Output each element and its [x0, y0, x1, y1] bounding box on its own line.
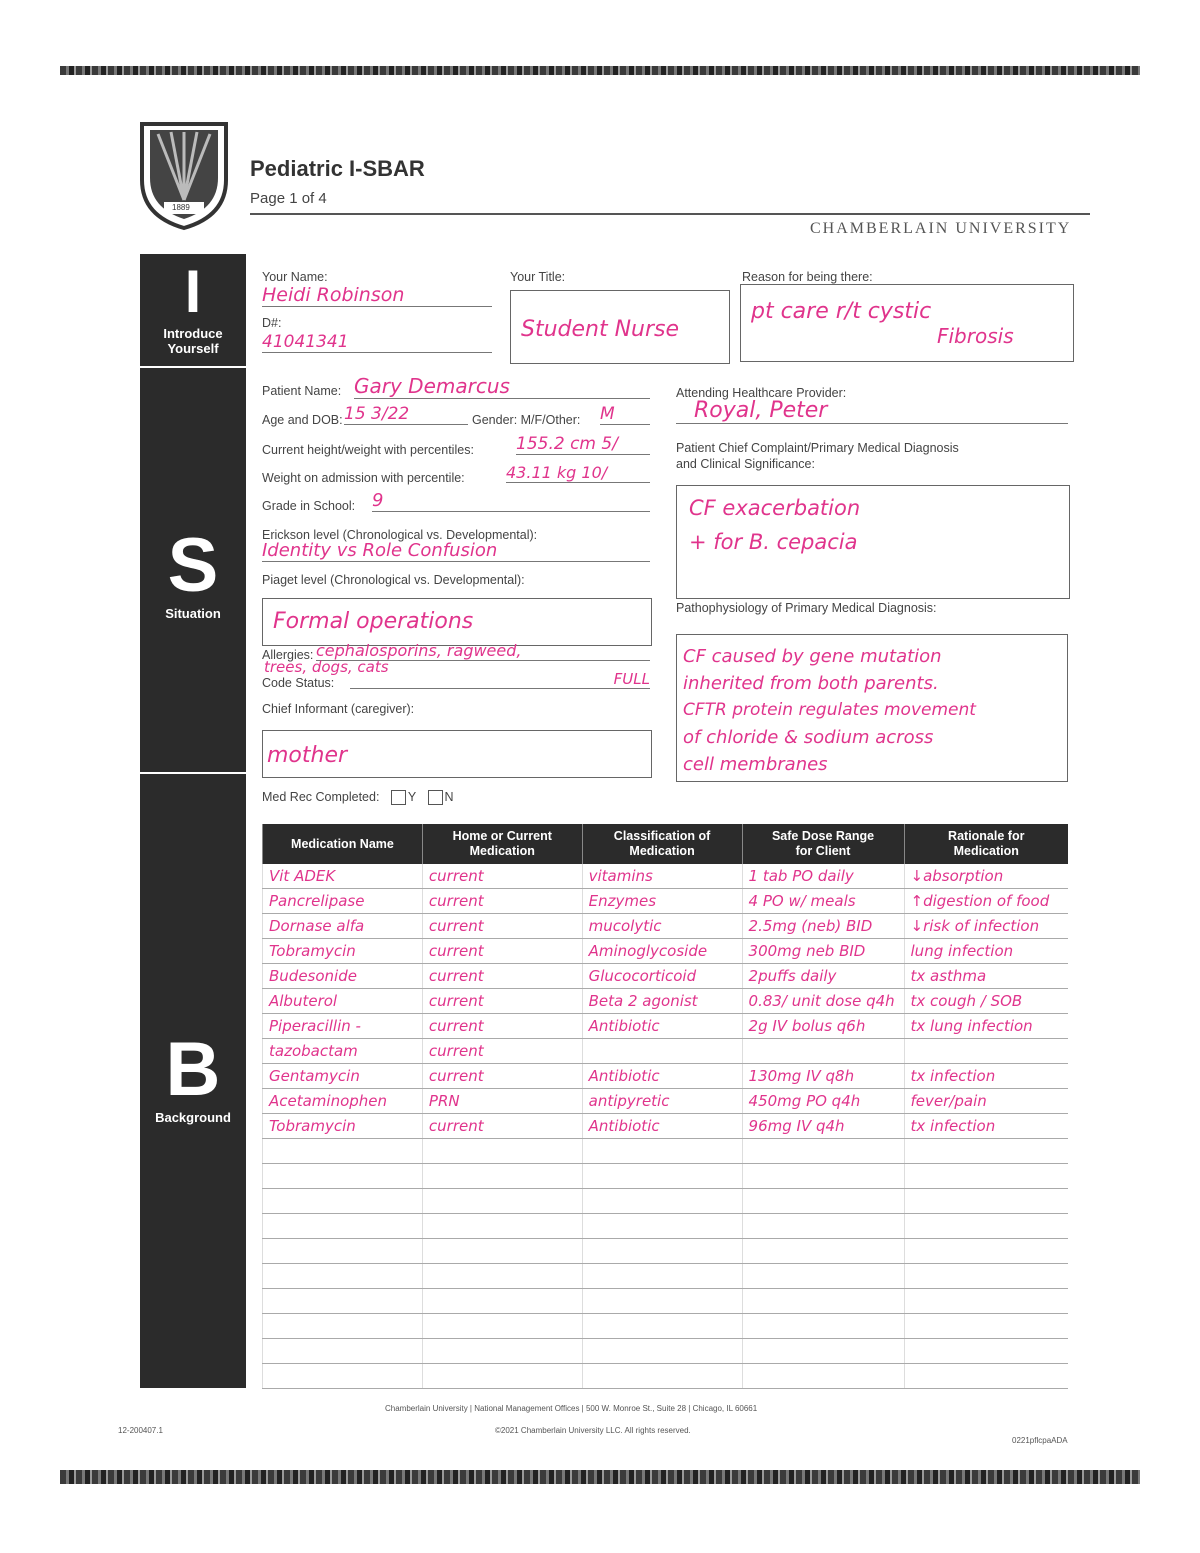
code-status-label: Code Status:	[262, 676, 335, 690]
column-header	[742, 824, 904, 864]
grade-field[interactable]: 9	[372, 490, 650, 512]
patho-line: of chloride & sodium across	[683, 727, 934, 748]
table-row	[263, 1164, 1069, 1189]
section-caption-background: Background	[155, 1110, 231, 1125]
column-header	[422, 824, 582, 864]
patho-line: inherited from both parents.	[683, 673, 939, 694]
footer-left-code: 12-200407.1	[118, 1426, 163, 1435]
table-cell[interactable]: Aminoglycoside	[582, 939, 742, 964]
allergies-label: Allergies:	[262, 648, 314, 662]
table-cell[interactable]	[742, 1214, 904, 1239]
table-cell[interactable]: Enzymes	[582, 889, 742, 914]
column-header-line2: Medication	[469, 844, 535, 858]
table-cell[interactable]: vitamins	[582, 864, 742, 889]
footer-right-code: 0221pflcpaADA	[1012, 1436, 1068, 1445]
complaint-label: Patient Chief Complaint/Primary Medical Diagnosis	[676, 441, 959, 455]
table-row	[263, 1039, 1069, 1064]
table-row	[263, 939, 1069, 964]
column-header-line1: Medication Name	[291, 836, 394, 851]
table-cell[interactable]	[263, 1339, 423, 1364]
table-cell[interactable]	[582, 1264, 742, 1289]
table-cell[interactable]	[904, 1364, 1068, 1389]
section-letter-b: B	[165, 1027, 221, 1112]
section-caption-yourself: Yourself	[167, 341, 219, 356]
your-name-field[interactable]: Heidi Robinson	[262, 284, 492, 307]
admission-weight-label: Weight on admission with percentile:	[262, 471, 465, 485]
table-cell[interactable]	[582, 1239, 742, 1264]
table-cell[interactable]: Vit ADEK	[263, 864, 423, 889]
table-cell[interactable]	[422, 1289, 582, 1314]
table-cell[interactable]: Gentamycin	[263, 1064, 423, 1089]
complaint-value-line2: + for B. cepacia	[689, 530, 858, 554]
table-cell[interactable]	[263, 1189, 423, 1214]
attending-field[interactable]: Royal, Peter	[676, 398, 1068, 424]
age-dob-label: Age and DOB:	[262, 413, 343, 427]
table-cell[interactable]: current	[422, 914, 582, 939]
table-cell[interactable]	[904, 1214, 1068, 1239]
table-row	[263, 1289, 1069, 1314]
sidebar-introduce	[140, 254, 246, 366]
table-cell[interactable]	[742, 1239, 904, 1264]
table-cell[interactable]	[904, 1039, 1068, 1064]
table-cell[interactable]: Glucocorticoid	[582, 964, 742, 989]
table-cell[interactable]	[582, 1364, 742, 1389]
table-cell[interactable]: tx cough / SOB	[904, 989, 1068, 1014]
table-row	[263, 1189, 1069, 1214]
height-weight-label: Current height/weight with percentiles:	[262, 443, 474, 457]
table-cell[interactable]	[742, 1364, 904, 1389]
your-title-label: Your Title:	[510, 270, 566, 284]
table-cell[interactable]: fever/pain	[904, 1089, 1068, 1114]
table-cell[interactable]	[422, 1164, 582, 1189]
table-row	[263, 889, 1069, 914]
header-rule	[250, 213, 1090, 215]
table-cell[interactable]	[742, 1264, 904, 1289]
admission-weight-field[interactable]: 43.11 kg 10/	[506, 463, 650, 483]
table-cell[interactable]: ↓absorption	[904, 864, 1068, 889]
section-caption-situation: Situation	[165, 606, 221, 621]
allergies-field[interactable]: cephalosporins, ragweed,	[316, 641, 650, 661]
erickson-field[interactable]: Identity vs Role Confusion	[262, 540, 650, 562]
table-cell[interactable]: 2.5mg (neb) BID	[742, 914, 904, 939]
table-cell[interactable]	[582, 1289, 742, 1314]
table-cell[interactable]	[742, 1314, 904, 1339]
code-status-field[interactable]: FULL	[350, 670, 650, 689]
table-cell[interactable]	[582, 1339, 742, 1364]
table-row	[263, 1114, 1069, 1139]
gender-label: Gender: M/F/Other:	[472, 413, 581, 427]
table-cell[interactable]: tx infection	[904, 1064, 1068, 1089]
table-cell[interactable]	[742, 1164, 904, 1189]
table-cell[interactable]: current	[422, 1039, 582, 1064]
column-header-line1: Classification of	[613, 829, 711, 843]
patho-label: Pathophysiology of Primary Medical Diagnosis:	[676, 601, 937, 615]
table-cell[interactable]: Piperacillin -	[263, 1014, 423, 1039]
university-name: CHAMBERLAIN UNIVERSITY	[810, 220, 1072, 237]
medication-table	[262, 824, 1068, 1389]
table-cell[interactable]: Beta 2 agonist	[582, 989, 742, 1014]
table-cell[interactable]	[263, 1164, 423, 1189]
table-cell[interactable]	[742, 1339, 904, 1364]
table-row	[263, 1364, 1069, 1389]
informant-value: mother	[267, 743, 348, 768]
table-cell[interactable]: PRN	[422, 1089, 582, 1114]
your-title-box[interactable]	[510, 290, 730, 364]
column-header-line2: Medication	[953, 844, 1019, 858]
table-cell[interactable]: current	[422, 989, 582, 1014]
table-cell[interactable]	[742, 1189, 904, 1214]
table-cell[interactable]: 2puffs daily	[742, 964, 904, 989]
table-cell[interactable]	[263, 1264, 423, 1289]
table-cell[interactable]: lung infection	[904, 939, 1068, 964]
piaget-value: Formal operations	[273, 609, 474, 634]
table-cell[interactable]: 2g IV bolus q6h	[742, 1014, 904, 1039]
table-cell[interactable]: tx lung infection	[904, 1014, 1068, 1039]
table-cell[interactable]: Antibiotic	[582, 1114, 742, 1139]
table-cell[interactable]: Tobramycin	[263, 939, 423, 964]
table-row	[263, 1264, 1069, 1289]
table-cell[interactable]: tx asthma	[904, 964, 1068, 989]
table-cell[interactable]	[263, 1364, 423, 1389]
table-cell[interactable]	[904, 1314, 1068, 1339]
sidebar-background	[140, 774, 246, 1388]
table-cell[interactable]	[904, 1239, 1068, 1264]
table-cell[interactable]	[582, 1139, 742, 1164]
table-cell[interactable]	[904, 1164, 1068, 1189]
table-cell[interactable]	[742, 1039, 904, 1064]
allergies-field-line2: trees, dogs, cats	[264, 658, 389, 676]
logo-year: 1889	[172, 203, 190, 212]
reason-value-line2: Fibrosis	[937, 324, 1014, 348]
table-cell[interactable]: Budesonide	[263, 964, 423, 989]
column-header-line1: Rationale for	[948, 829, 1025, 843]
table-row	[263, 1214, 1069, 1239]
table-cell[interactable]	[263, 1314, 423, 1339]
page-title: Pediatric I-SBAR	[250, 156, 425, 181]
table-cell[interactable]: current	[422, 1114, 582, 1139]
column-header	[904, 824, 1068, 864]
med-rec-yes-label: Y	[407, 790, 417, 804]
med-rec-no-checkbox[interactable]	[428, 790, 443, 805]
table-cell[interactable]: current	[422, 939, 582, 964]
complaint-value-line1: CF exacerbation	[689, 496, 861, 520]
column-header-line1: Home or Current	[452, 829, 552, 843]
med-rec-yes-checkbox[interactable]	[391, 790, 406, 805]
table-row	[263, 1089, 1069, 1114]
med-rec-row	[262, 790, 454, 805]
erickson-label: Erickson level (Chronological vs. Developmental):	[262, 528, 538, 542]
column-header-line1: Safe Dose Range	[771, 829, 875, 843]
table-cell[interactable]	[904, 1139, 1068, 1164]
complaint-box[interactable]	[676, 485, 1070, 599]
piaget-label: Piaget level (Chronological vs. Developmental):	[262, 573, 525, 587]
d-number-label: D#:	[262, 316, 282, 330]
gender-field[interactable]: M	[600, 404, 650, 425]
footer-address: Chamberlain University | National Management Offices | 500 W. Monroe St., Suite 28 | Chicago, IL 60661	[385, 1404, 758, 1413]
patho-line: cell membranes	[683, 754, 828, 775]
table-cell[interactable]	[904, 1189, 1068, 1214]
table-cell[interactable]: antipyretic	[582, 1089, 742, 1114]
table-cell[interactable]	[422, 1264, 582, 1289]
table-cell[interactable]: Antibiotic	[582, 1064, 742, 1089]
table-cell[interactable]	[422, 1364, 582, 1389]
patho-line: CFTR protein regulates movement	[683, 700, 976, 720]
table-cell[interactable]: 1 tab PO daily	[742, 864, 904, 889]
page-number: Page 1 of 4	[250, 190, 327, 207]
table-cell[interactable]	[904, 1339, 1068, 1364]
table-cell[interactable]: 0.83/ unit dose q4h	[742, 989, 904, 1014]
column-header-line2: for Client	[795, 844, 851, 858]
column-header	[263, 824, 423, 864]
university-logo	[138, 120, 230, 232]
table-row	[263, 989, 1069, 1014]
table-row	[263, 1014, 1069, 1039]
table-cell[interactable]: Tobramycin	[263, 1114, 423, 1139]
table-cell[interactable]: 450mg PO q4h	[742, 1089, 904, 1114]
d-number-field[interactable]: 41041341	[262, 332, 492, 353]
table-header-row	[263, 824, 1069, 864]
table-cell[interactable]	[742, 1289, 904, 1314]
table-row	[263, 1064, 1069, 1089]
table-row	[263, 964, 1069, 989]
table-row	[263, 1239, 1069, 1264]
table-cell[interactable]: tazobactam	[263, 1039, 423, 1064]
sidebar-situation	[140, 368, 246, 772]
patient-name-field[interactable]: Gary Demarcus	[354, 374, 650, 399]
table-cell[interactable]	[263, 1214, 423, 1239]
column-header-line2: Medication	[629, 844, 695, 858]
reason-value-line1: pt care r/t cystic	[751, 299, 932, 324]
your-title-value: Student Nurse	[521, 317, 680, 342]
height-weight-field[interactable]: 155.2 cm 5/	[516, 434, 650, 455]
table-cell[interactable]: 96mg IV q4h	[742, 1114, 904, 1139]
grade-label: Grade in School:	[262, 499, 356, 513]
piaget-box[interactable]	[262, 598, 652, 646]
column-header	[582, 824, 742, 864]
table-row	[263, 914, 1069, 939]
footer-copyright: ©2021 Chamberlain University LLC. All rights reserved.	[495, 1426, 691, 1435]
table-cell[interactable]	[422, 1214, 582, 1239]
med-rec-label: Med Rec Completed:	[262, 790, 380, 804]
scan-edge-bottom	[60, 1470, 1140, 1484]
informant-label: Chief Informant (caregiver):	[262, 702, 415, 716]
patho-box[interactable]	[676, 634, 1068, 782]
table-cell[interactable]: current	[422, 889, 582, 914]
table-cell[interactable]	[422, 1314, 582, 1339]
table-cell[interactable]: current	[422, 1064, 582, 1089]
table-cell[interactable]: tx infection	[904, 1114, 1068, 1139]
table-cell[interactable]	[904, 1289, 1068, 1314]
patient-name-label: Patient Name:	[262, 384, 342, 398]
table-cell[interactable]	[263, 1139, 423, 1164]
table-cell[interactable]	[422, 1139, 582, 1164]
your-name-label: Your Name:	[262, 270, 328, 284]
table-cell[interactable]: current	[422, 964, 582, 989]
med-rec-no-label: N	[444, 790, 454, 804]
table-row	[263, 1339, 1069, 1364]
table-cell[interactable]	[422, 1189, 582, 1214]
table-cell[interactable]: ↑digestion of food	[904, 889, 1068, 914]
table-cell[interactable]: Antibiotic	[582, 1014, 742, 1039]
attending-label: Attending Healthcare Provider:	[676, 386, 847, 400]
section-caption-introduce: Introduce	[163, 326, 223, 341]
table-cell[interactable]: Acetaminophen	[263, 1089, 423, 1114]
table-cell[interactable]	[582, 1314, 742, 1339]
table-cell[interactable]	[582, 1039, 742, 1064]
table-cell[interactable]: Albuterol	[263, 989, 423, 1014]
table-cell[interactable]	[263, 1239, 423, 1264]
scan-edge-top	[60, 66, 1140, 75]
table-cell[interactable]	[582, 1164, 742, 1189]
table-cell[interactable]	[422, 1239, 582, 1264]
patho-line: CF caused by gene mutation	[683, 646, 942, 667]
table-cell[interactable]: 300mg neb BID	[742, 939, 904, 964]
table-cell[interactable]	[582, 1189, 742, 1214]
table-cell[interactable]: 4 PO w/ meals	[742, 889, 904, 914]
informant-box[interactable]	[262, 730, 652, 778]
table-cell[interactable]	[582, 1214, 742, 1239]
table-cell[interactable]	[263, 1289, 423, 1314]
table-row	[263, 864, 1069, 889]
table-cell[interactable]: current	[422, 864, 582, 889]
table-row	[263, 1139, 1069, 1164]
table-cell[interactable]: mucolytic	[582, 914, 742, 939]
section-letter-i: I	[184, 258, 202, 325]
table-cell[interactable]	[742, 1139, 904, 1164]
table-cell[interactable]: Dornase alfa	[263, 914, 423, 939]
table-cell[interactable]: Pancrelipase	[263, 889, 423, 914]
table-cell[interactable]: 130mg IV q8h	[742, 1064, 904, 1089]
table-cell[interactable]: current	[422, 1014, 582, 1039]
table-cell[interactable]	[422, 1339, 582, 1364]
section-letter-s: S	[167, 523, 219, 608]
age-dob-field[interactable]: 15 3/22	[344, 404, 468, 425]
table-cell[interactable]	[904, 1264, 1068, 1289]
table-cell[interactable]: ↓risk of infection	[904, 914, 1068, 939]
reason-box[interactable]	[740, 284, 1074, 362]
complaint-label-line2: and Clinical Significance:	[676, 457, 815, 471]
reason-label: Reason for being there:	[742, 270, 873, 284]
table-row	[263, 1314, 1069, 1339]
